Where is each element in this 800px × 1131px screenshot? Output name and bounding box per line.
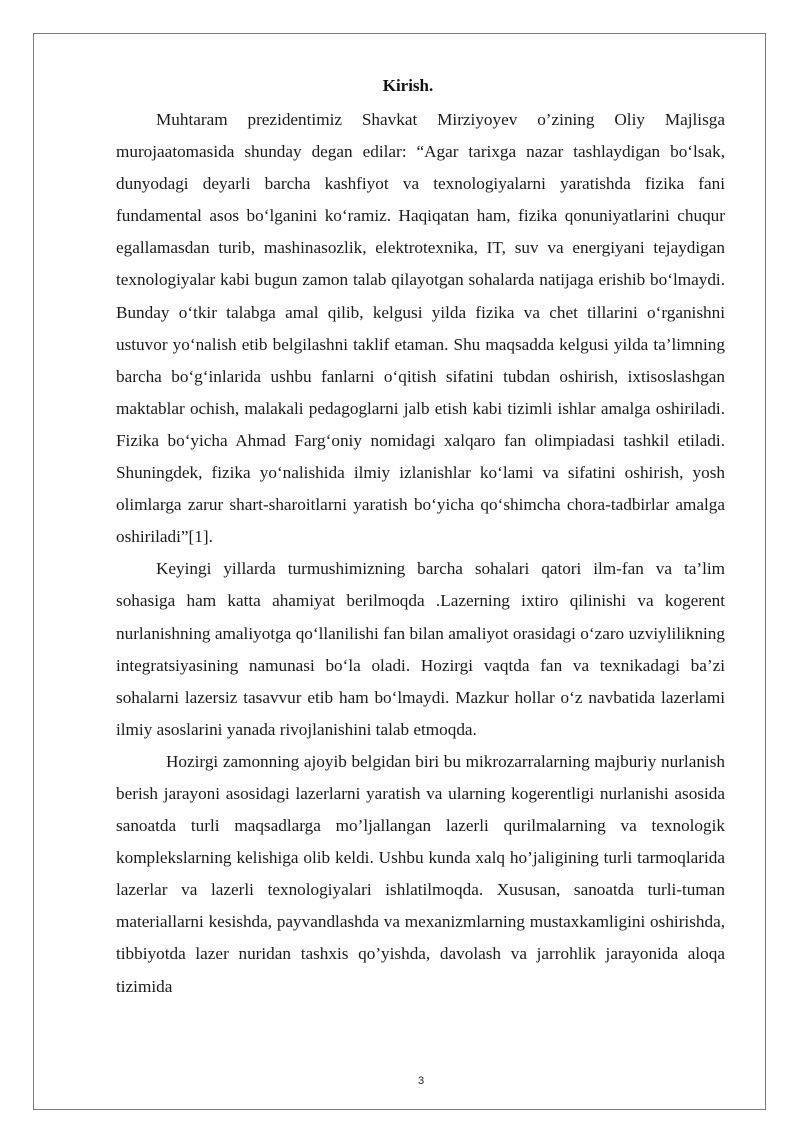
document-body: [116, 104, 725, 1003]
page-number: 3: [417, 1075, 425, 1087]
paragraph: Keyingi yillarda turmushimizning barcha sohalari qatori ilm-fan va ta’lim sohasiga ham katta ahamiyat berilmoqda .Lazerning ixtiro qilinishi va kogerent nurlanishning amaliyotga qo‘llanilishi fan bilan amaliyot orasidagi o‘zaro uzviylilikning integratsiyasining namunasi bo‘la oladi. Hozirgi vaqtda fan va texnikadagi ba’zi sohalarni lazersiz tasavvur etib ham bo‘lmaydi. Mazkur hollar o‘z navbatida lazerlami ilmiy asoslarini yanada rivojlanishini talab etmoqda.: [116, 559, 725, 739]
paragraph: Muhtaram prezidentimiz Shavkat Mirziyoyev o’zining Oliy Majlisga murojaatomasida shunday degan edilar: “Agar tarixga nazar tashlaydigan bo‘lsak, dunyodagi deyarli barcha kashfiyot va texnologiyalarni yaratishda fizika fani fundamental asos bo‘lganini ko‘ramiz. Haqiqatan ham, fizika qonuniyatlarini chuqur egallamasdan turib, mashinasozlik, elektrotexnika, IT, suv va energiyani tejaydigan texnologiyalar kabi bugun zamon talab qilayotgan sohalarda natijaga erishib bo‘lmaydi. Bunday o‘tkir talabga amal qilib, kelgusi yilda fizika va chet tillarini o‘rganishni ustuvor yo‘nalish etib belgilashni taklif etaman. Shu maqsadda kelgusi yilda ta’limning barcha bo‘g‘inlarida ushbu fanlarni o‘qitish sifatini tubdan oshirish, ixtisoslashgan maktablar ochish, malakali pedagoglarni jalb etish kabi tizimli ishlar amalga oshiriladi. Fizika bo‘yicha Ahmad Farg‘oniy nomidagi xalqaro fan olimpiadasi tashkil etiladi. Shuningdek, fizika yo‘nalishida ilmiy izlanishlar ko‘lami va sifatini oshirish, yosh olimlarga zarur shart-sharoitlarni yaratish bo‘yicha qo‘shimcha chora-tadbirlar amalga oshiriladi”[1].: [116, 110, 725, 547]
paragraph: Hozirgi zamonning ajoyib belgidan biri bu mikrozarralarning majburiy nurlanish berish jarayoni asosidagi lazerlarni yaratish va ularning kogerentligi nurlanishi asosida sanoatda turli maqsadlarga mo’ljallangan lazerli qurilmalarning va texnologik komplekslarning kelishiga olib keldi. Ushbu kunda xalq ho’jaligining turli tarmoqlarida lazerlar va lazerli texnologiyalari ishlatilmoqda. Xususan, sanoatda turli-tuman materiallarni kesishda, payvandlashda va mexanizmlarning mustaxkamligini oshirishda, tibbiyotda lazer nuridan tashxis qo’yishda, davolash va jarrohlik jarayonida aloqa tizimida: [116, 751, 725, 996]
page-title: Kirish.: [382, 76, 434, 95]
